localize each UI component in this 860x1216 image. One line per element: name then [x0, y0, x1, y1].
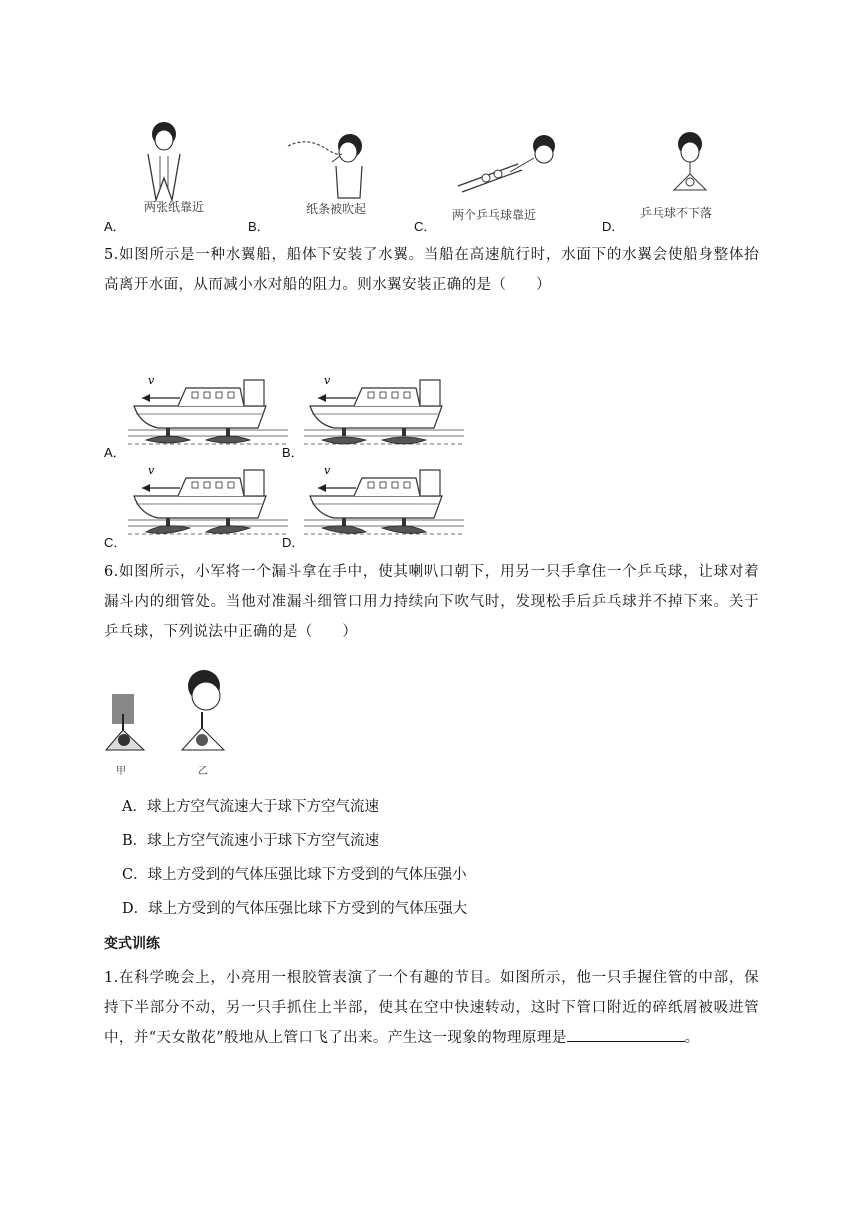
q4-caption: 纸条被吹起 [306, 202, 367, 216]
boat-hull [134, 406, 266, 428]
q4-option-b[interactable] [248, 118, 398, 234]
q4-letter: A． [104, 219, 126, 234]
figure-paper-strip [288, 126, 388, 206]
velocity-label: v [148, 374, 155, 387]
figure-two-papers [134, 118, 224, 208]
option-letter: B． [282, 445, 304, 460]
q6-choice-d[interactable]: D．球上方受到的气体压强比球下方受到的气体压强大 [122, 901, 468, 917]
q5-text: 5.如图所示是一种水翼船，船体下安装了水翼。当船在高速航行时，水面下的水翼会使船身整体抬高离开水面，从而减小水对船的阻力。则水翼安装正确的是（ ） [104, 247, 759, 293]
hydrofoil-wing [382, 526, 426, 534]
variant-q1-end: 。 [684, 1030, 700, 1046]
q5-option-c[interactable] [104, 460, 284, 550]
hydrofoil-boat-figure-a [128, 374, 288, 454]
figure-label: 乙 [198, 766, 208, 777]
hydrofoil-wing [206, 526, 250, 534]
hydrofoil-wing [322, 526, 366, 534]
option-letter: C． [104, 535, 127, 550]
hydrofoil-wing [146, 526, 190, 534]
boat-hull [310, 406, 442, 428]
q6-choice-b[interactable]: B．球上方空气流速小于球下方空气流速 [122, 833, 380, 849]
velocity-label: v [148, 464, 155, 477]
funnel-figure-yi [170, 668, 250, 768]
q4-caption: 乒乓球不下落 [640, 206, 713, 220]
q4-letter: C． [414, 219, 437, 234]
q4-option-d[interactable] [602, 118, 752, 234]
q4-option-a[interactable] [104, 118, 224, 234]
boat-hull [310, 496, 442, 518]
funnel-figure-jia [104, 674, 164, 774]
q6-choice-c[interactable]: C．球上方受到的气体压强比球下方受到的气体压强小 [122, 867, 467, 883]
hydrofoil-boat-figure-b [304, 374, 464, 454]
q6-choice-a[interactable]: A．球上方空气流速大于球下方空气流速 [122, 799, 379, 815]
q6-text: 6.如图所示，小军将一个漏斗拿在手中，使其喇叭口朝下，用另一只手拿住一个乒乓球，让球对着漏斗内的细管处。当他对准漏斗细管口用力持续向下吹气时，发现松手后乒乓球并不掉下来。关于乒乓球，下列说法中正确的是（ ） [104, 564, 759, 640]
option-letter: A． [104, 445, 126, 460]
hydrofoil-wing [382, 437, 426, 444]
velocity-label: v [324, 464, 331, 477]
hydrofoil-boat-figure-c [128, 464, 288, 544]
figure-ball-not-falling [650, 128, 730, 208]
figure-label: 甲 [116, 766, 126, 777]
velocity-label: v [324, 374, 331, 387]
hydrofoil-wing [322, 437, 366, 444]
q5-option-d[interactable] [282, 460, 462, 550]
variant-q1-text: 1.在科学晚会上，小亮用一根胶管表演了一个有趣的节目。如图所示，他一只手握住管的中部，保持下半部分不动，另一只手抓住上半部，使其在空中快速转动，这时下管口附近的碎纸屑被吸进管中，并“天女散花”般地从上管口飞了出来。产生这一现象的物理原理是 [104, 970, 759, 1046]
section-heading: 变式训练 [104, 936, 160, 952]
q4-caption: 两张纸靠近 [144, 200, 205, 214]
option-letter: D． [282, 535, 305, 550]
hydrofoil-boat-figure-d [304, 464, 464, 544]
answer-blank[interactable] [567, 1027, 685, 1042]
q6-figure [104, 668, 244, 778]
boat-hull [134, 496, 266, 518]
q4-letter: D． [602, 219, 625, 234]
q5-option-a[interactable] [104, 370, 284, 460]
q4-letter: B． [248, 219, 270, 234]
hydrofoil-wing [206, 436, 250, 443]
figure-two-ping-pong-balls [458, 126, 578, 206]
variant-q1 [104, 963, 759, 1053]
hydrofoil-wing [146, 436, 190, 443]
q5-option-b[interactable] [282, 370, 462, 460]
q4-caption: 两个乒乓球靠近 [452, 208, 537, 222]
q4-option-c[interactable] [414, 118, 574, 234]
